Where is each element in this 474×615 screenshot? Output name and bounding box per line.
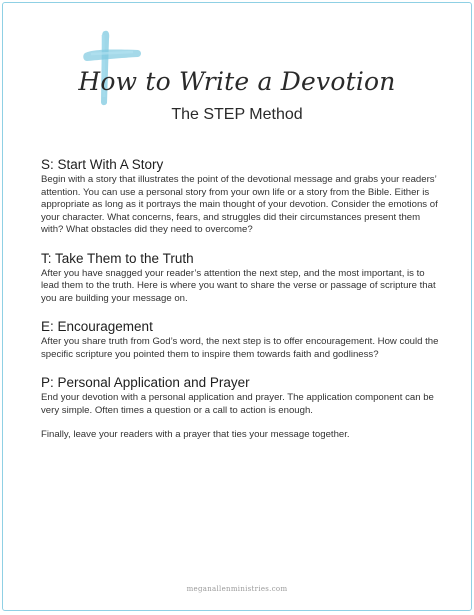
section-paragraph: After you have snagged your reader’s attention the next step, and the most important, is to lead them to the truth. Here is where you want to share the verse or passage of scripture that you are building your message on. (41, 267, 436, 304)
section-start-with-a-story (41, 157, 445, 237)
section-personal-application-and-prayer (41, 375, 445, 442)
section-paragraph: Begin with a story that illustrates the point of the devotional message and grabs your readers’ attention. You can use a personal story from your own life or a story from the Bible. Either is appropriate as long as it portrays the main thought of your devotion. Consider the emotions of your character. What concerns, fears, and struggles did their circumstances present them with? What obstacles did they need to overcome? (41, 174, 438, 235)
section-heading: P: Personal Application and Prayer (41, 375, 250, 390)
document-page (2, 2, 472, 611)
section-heading: E: Encouragement (41, 319, 153, 334)
section-take-them-to-the-truth (41, 251, 445, 306)
document-subtitle: The STEP Method (171, 106, 303, 123)
section-heading: T: Take Them to the Truth (41, 250, 194, 266)
section-encouragement (41, 319, 445, 361)
footer-website: meganallenministries.com (186, 585, 288, 593)
step-sections (41, 157, 445, 456)
section-paragraph: Finally, leave your readers with a prayer that ties your message together. (41, 429, 350, 440)
section-paragraph: After you share truth from God’s word, the next step is to offer encouragement. How could the specific scripture you pointed them to inspire them towards faith and godliness? (41, 336, 439, 360)
section-heading: S: Start With A Story (41, 157, 164, 172)
section-paragraph: End your devotion with a personal application and prayer. The application component can be very simple. Often times a question or a call to action is enough. (41, 392, 434, 416)
document-title: How to Write a Devotion (78, 67, 396, 96)
